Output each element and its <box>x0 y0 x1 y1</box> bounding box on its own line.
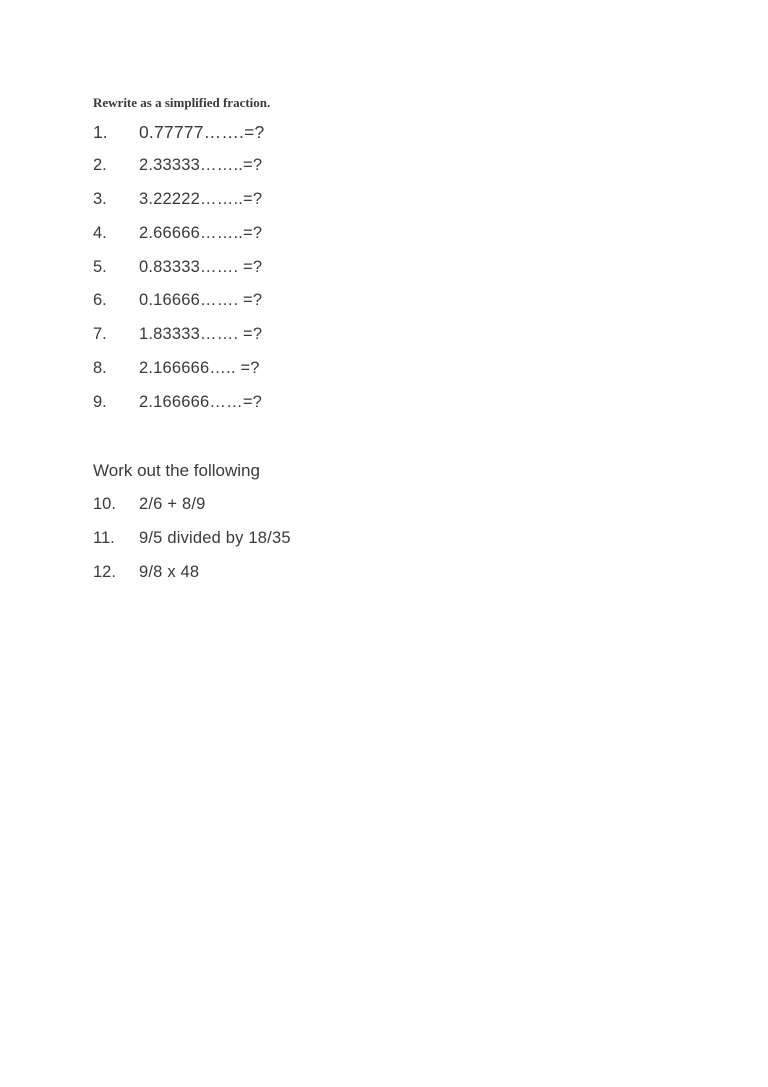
question-item <box>93 529 291 563</box>
work-out-question-list <box>93 495 291 597</box>
question-text: 2.66666……..=? <box>139 223 263 242</box>
question-text: 2/6 + 8/9 <box>139 495 206 513</box>
question-item <box>93 224 264 258</box>
question-text: 0.16666……. =? <box>139 291 263 310</box>
question-text: 2.166666……=? <box>139 393 263 412</box>
question-text: 3.22222……..=? <box>139 189 263 208</box>
question-number: 12. <box>93 562 116 581</box>
question-text: 9/8 x 48 <box>139 562 200 581</box>
question-item <box>93 393 264 427</box>
question-number: 5. <box>93 257 107 276</box>
question-item <box>93 563 291 597</box>
question-number: 8. <box>93 359 107 378</box>
fraction-question-list <box>93 122 264 427</box>
question-item <box>93 156 264 190</box>
question-number: 3. <box>93 189 107 208</box>
question-number: 11. <box>93 528 115 547</box>
question-number: 4. <box>93 223 107 242</box>
section-heading-work-out: Work out the following <box>93 461 260 480</box>
question-number: 1. <box>93 122 108 142</box>
question-text: 1.83333……. =? <box>139 325 263 344</box>
question-number: 10. <box>93 495 116 513</box>
question-number: 7. <box>93 325 107 344</box>
question-item <box>93 258 264 292</box>
question-text: 9/5 divided by 18/35 <box>139 528 291 547</box>
question-item <box>93 359 264 393</box>
question-text: 0.77777…….=? <box>139 122 265 142</box>
question-item <box>93 495 291 529</box>
question-text: 0.83333……. =? <box>139 257 263 276</box>
question-item <box>93 122 264 156</box>
question-item <box>93 325 264 359</box>
question-text: 2.33333……..=? <box>139 155 263 174</box>
question-number: 9. <box>93 393 107 412</box>
question-number: 6. <box>93 291 107 310</box>
question-item <box>93 190 264 224</box>
section-heading-simplify: Rewrite as a simplified fraction. <box>93 95 271 110</box>
question-number: 2. <box>93 155 107 174</box>
question-item <box>93 291 264 325</box>
question-text: 2.166666….. =? <box>139 359 260 378</box>
